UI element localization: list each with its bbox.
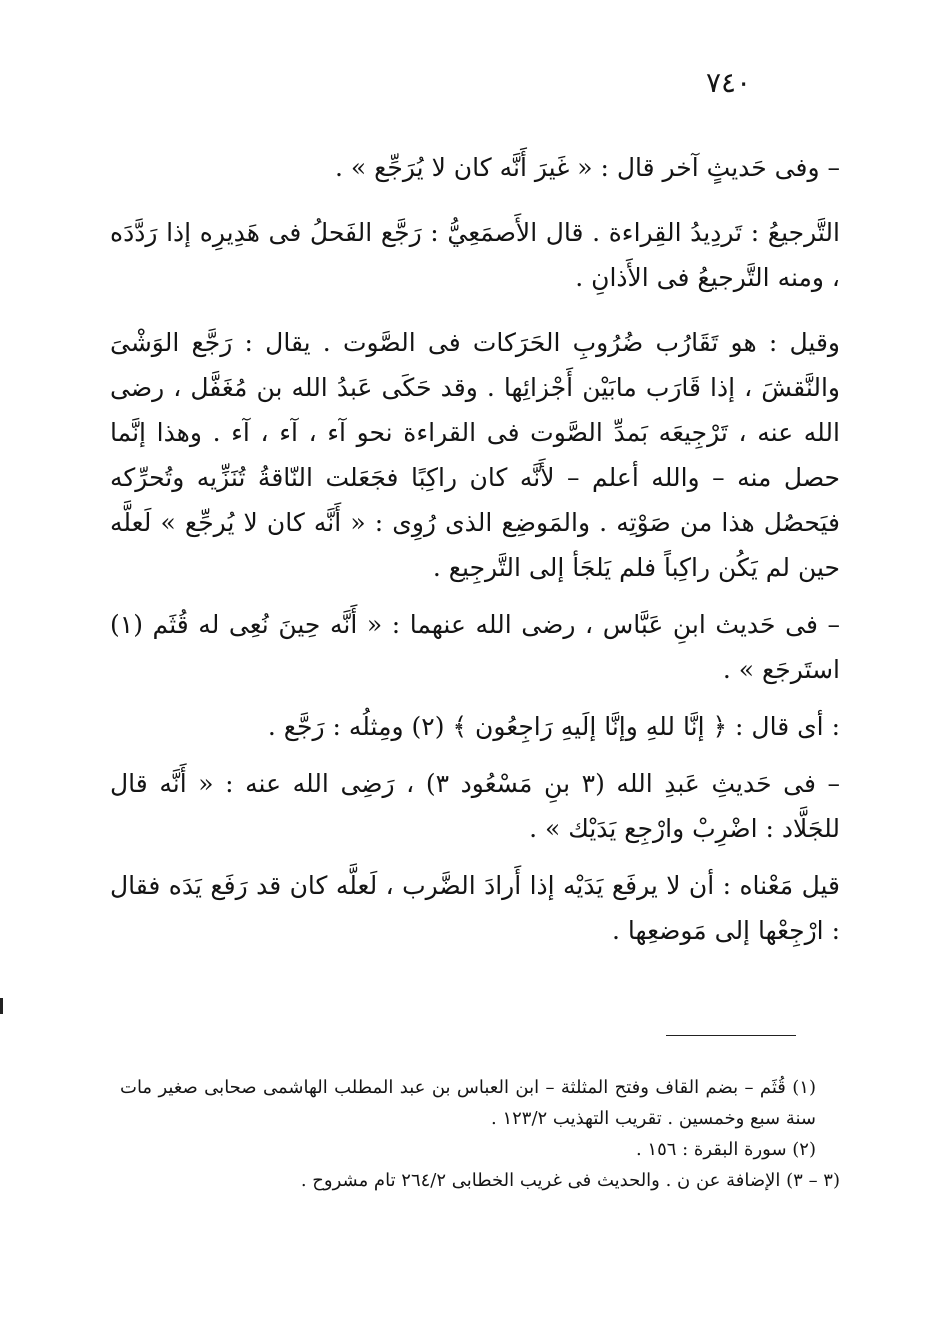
footnotes (120, 1072, 840, 1196)
paragraph-hadith-ibn-abbas: – فى حَديث ابنِ عَبَّاس ، رضى الله عنهما : « أَنَّه حِينَ نُعِى له قُثَم (١) استَرجَع » . (110, 610, 840, 684)
paragraph-istirja: : أى قال : ﴿ إنَّا للهِ وإنَّا إلَيهِ رَاجِعُون ﴾ (٢) ومِثلُه : رَجَّع . (267, 712, 840, 741)
paragraph-tarjee-explanation: وقيل : هو تَقَارُب ضُرُوبِ الحَرَكات فى الصَّوت . يقال : رَجَّع الوَشْىَ والنَّقشَ ، إذا قَارَب مابَيْن أَجْزائِها . وقد حَكَى عَبدُ الله بن مُغَفَّل ، رضى الله عنه ، تَرْجِيعَه بَمدِّ الصَّوت فى القراءة نحو آء ، آء ، آء . وهذا إنَّما حصل منه – والله أعلم – لأَنَّه كان راكِبًا فجَعَلت النّاقةُ تُنَزِّيه وتُحرِّكه فيَحصُل هذا من صَوْتِه . والمَوضِع الذى رُوِى : « أَنَّه كان لا يُرجِّع » لَعلَّه حين لم يَكُن راكِباً فلم يَلجَأ إلى التَّرجِيع . (110, 328, 840, 582)
footnote-1: (١) قُثَم – بضم القاف وفتح المثلثة – ابن العباس بن عبد المطلب الهاشمى صحابى صغير مات سنة سبع وخمسين . تقريب التهذيب ١٢٣/٢ . (120, 1077, 816, 1129)
scan-edge-mark (0, 998, 3, 1014)
footnote-3: (٣ – ٣) الإضافة عن ن . والحديث فى غريب الخطابى ٢٦٤/٢ تام مشروح . (300, 1170, 840, 1191)
footnote-divider (666, 1035, 796, 1036)
paragraph-hadith-other: – وفى حَديثٍ آخر قال : « غَيرَ أَنَّه كان لا يُرَجِّع » . (334, 153, 840, 182)
paragraph-tarjee-definition: التَّرجيعُ : تَردِيدُ القِراءة . قال الأَصمَعِيُّ : رَجَّع الفَحلُ فى هَدِيرِه إذا رَدَّدَه ، ومنه التَّرجيعُ فى الأَذانِ . (110, 218, 840, 292)
footnote-2: (٢) سورة البقرة : ١٥٦ . (635, 1139, 816, 1160)
main-text (110, 145, 840, 965)
page-number: ٧٤٠ (706, 66, 752, 99)
paragraph-meaning: قيل مَعْناه : أن لا يرفَع يَدَيْه إذا أَرادَ الضَّرب ، لَعلَّه كان قد رَفَع يَدَه فقال : ارْجِعْها إلى مَوضعِها . (110, 871, 840, 945)
paragraph-hadith-ibn-masud: – فى حَديثِ عَبدِ الله (٣ بنِ مَسْعُود ٣) ، رَضِى الله عنه : « أَنَّه قال للجَلَّاد : اضْرِبْ وارْجِع يَدَيْك » . (110, 769, 841, 843)
